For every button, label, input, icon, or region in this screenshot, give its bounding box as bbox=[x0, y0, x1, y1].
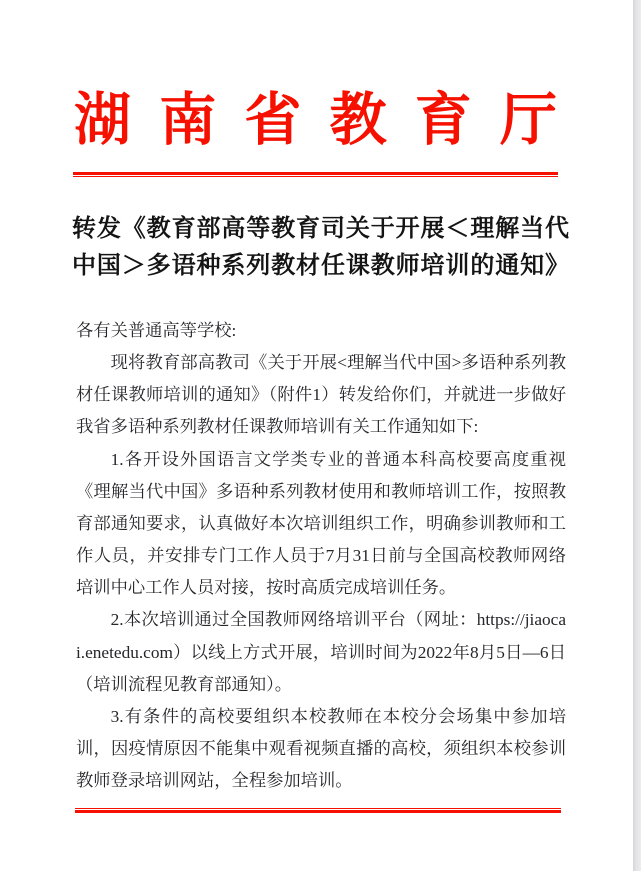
paragraph-item-1: 1.各开设外国语言文学类专业的普通本科高校要高度重视《理解当代中国》多语种系列教材使用和教师培训工作，按照教育部通知要求，认真做好本次培训组织工作，明确参训教师和工作人员，并安排专门工作人员于7月31日前与全国高校教师网络培训中心工作人员对接，按时高质完成培训任务。 bbox=[76, 449, 566, 598]
document-title: 转发《教育部高等教育司关于开展＜理解当代中国＞多语种系列教材任课教师培训的通知》 bbox=[72, 216, 569, 279]
salutation-line: 各有关普通高等学校: bbox=[76, 321, 237, 340]
paragraph-intro: 现将教育部高教司《关于开展<理解当代中国>多语种系列教材任课教师培训的通知》（附件1）转发给你们，并就进一步做好我省多语种系列教材任课教师培训有关工作通知如下: bbox=[76, 353, 566, 437]
agency-masthead: 湖南省教育厅 bbox=[74, 89, 557, 152]
paragraph-item-2: 2.本次培训通过全国教师网络培训平台（网址：https://jiaocai.enetedu.com）以线上方式开展，培训时间为2022年8月5日—6日（培训流程见教育部通知）。 bbox=[76, 610, 566, 694]
footer-divider-rule bbox=[75, 808, 561, 813]
document-body bbox=[76, 315, 566, 797]
header-divider-rule bbox=[73, 172, 558, 177]
page-edge-shadow bbox=[633, 0, 641, 871]
paragraph-item-3: 3.有条件的高校要组织本校教师在本校分会场集中参加培训，因疫情原因不能集中观看视频直播的高校，须组织本校参训教师登录培训网站，全程参加培训。 bbox=[76, 706, 566, 791]
